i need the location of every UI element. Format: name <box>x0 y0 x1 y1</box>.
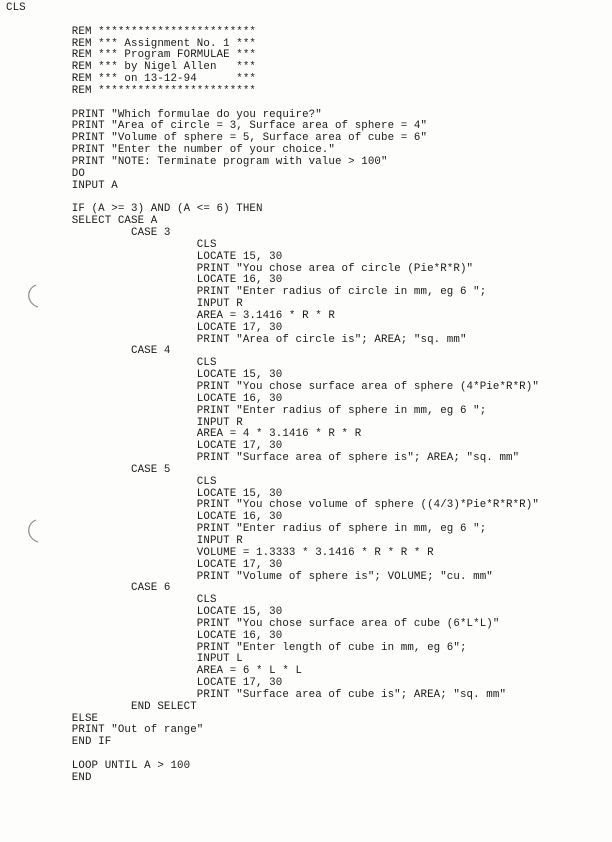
code-line: LOCATE 17, 30 <box>6 440 283 453</box>
code-line: LOCATE 15, 30 <box>6 487 283 500</box>
code-line: CASE 3 <box>6 227 171 240</box>
code-line: CASE 4 <box>6 345 171 358</box>
code-line: PRINT "NOTE: Terminate program with value > 100" <box>6 155 388 168</box>
code-line <box>6 98 539 110</box>
code-line: CLS <box>6 475 217 488</box>
code-line: LOCATE 16, 30 <box>6 629 283 642</box>
code-line: LOCATE 16, 30 <box>6 511 283 524</box>
code-line: LOCATE 15, 30 <box>6 606 283 619</box>
code-line: LOCATE 16, 30 <box>6 392 283 405</box>
code-line: LOCATE 15, 30 <box>6 250 283 263</box>
code-line: INPUT R <box>6 534 243 547</box>
code-line: PRINT "Volume of sphere is"; VOLUME; "cu. mm" <box>6 570 493 583</box>
code-line: PRINT "You chose surface area of cube (6*L*L)" <box>6 617 500 630</box>
code-line: PRINT "Volume of sphere = 5, Surface area of cube = 6" <box>6 132 428 145</box>
code-line: PRINT "Enter radius of sphere in mm, eg 6 "; <box>6 523 487 536</box>
code-line: PRINT "You chose surface area of sphere (4*Pie*R*R)" <box>6 381 539 393</box>
code-line: CASE 6 <box>6 582 171 595</box>
code-line: SELECT CASE A <box>6 215 158 228</box>
code-line: REM *** on 13-12-94 *** <box>6 73 257 86</box>
code-line: PRINT "Enter the number of your choice." <box>6 144 335 157</box>
code-line: INPUT A <box>6 179 118 192</box>
code-line: IF (A >= 3) AND (A <= 6) THEN <box>6 203 263 216</box>
code-line: PRINT "Enter radius of circle in mm, eg 6 "; <box>6 286 487 299</box>
code-line: END SELECT <box>6 700 197 713</box>
code-line: PRINT "Enter radius of sphere in mm, eg 6 "; <box>6 404 487 417</box>
code-line <box>6 15 539 27</box>
code-line: VOLUME = 1.3333 * 3.1416 * R * R * R <box>6 546 434 559</box>
code-line: REM ************************ <box>6 25 257 38</box>
code-line: PRINT "Out of range" <box>6 724 204 737</box>
code-line: ELSE <box>6 712 99 725</box>
code-line: REM *** Program FORMULAE *** <box>6 49 257 62</box>
code-line: CLS <box>6 238 217 251</box>
code-line: REM ************************ <box>6 84 257 97</box>
code-line: PRINT "Area of circle is"; AREA; "sq. mm" <box>6 333 467 346</box>
code-line: LOCATE 17, 30 <box>6 677 283 690</box>
code-line: AREA = 6 * L * L <box>6 665 303 678</box>
code-line: LOCATE 15, 30 <box>6 369 283 382</box>
code-line: AREA = 4 * 3.1416 * R * R <box>6 428 362 441</box>
code-line: PRINT "Area of circle = 3, Surface area of sphere = 4" <box>6 120 428 133</box>
code-line: PRINT "Which formulae do you require?" <box>6 108 322 121</box>
code-line: END <box>6 771 92 784</box>
code-line: REM *** by Nigel Allen *** <box>6 61 257 74</box>
code-line: AREA = 3.1416 * R * R <box>6 309 335 322</box>
code-line: LOCATE 17, 30 <box>6 558 283 571</box>
code-line: PRINT "Enter length of cube in mm, eg 6"; <box>6 641 467 654</box>
code-line: INPUT R <box>6 298 243 311</box>
code-line: END IF <box>6 736 112 749</box>
code-line: PRINT "You chose volume of sphere ((4/3)*Pie*R*R*R)" <box>6 499 539 512</box>
code-line: PRINT "Surface area of cube is"; AREA; "sq. mm" <box>6 688 507 701</box>
code-line: CLS <box>6 594 217 607</box>
code-line: DO <box>6 167 85 180</box>
code-line: REM *** Assignment No. 1 *** <box>6 37 257 50</box>
code-line: LOCATE 17, 30 <box>6 321 283 334</box>
code-line: CASE 5 <box>6 463 171 476</box>
code-line: CLS <box>6 357 217 370</box>
code-line: LOCATE 16, 30 <box>6 274 283 287</box>
code-line: PRINT "Surface area of sphere is"; AREA; "sq. mm" <box>6 452 520 465</box>
code-line: LOOP UNTIL A > 100 <box>6 760 191 772</box>
code-line: INPUT L <box>6 653 243 666</box>
code-line: INPUT R <box>6 416 243 429</box>
basic-program-listing <box>6 3 539 785</box>
code-line: PRINT "You chose area of circle (Pie*R*R)" <box>6 262 474 275</box>
code-line: CLS <box>6 2 26 14</box>
